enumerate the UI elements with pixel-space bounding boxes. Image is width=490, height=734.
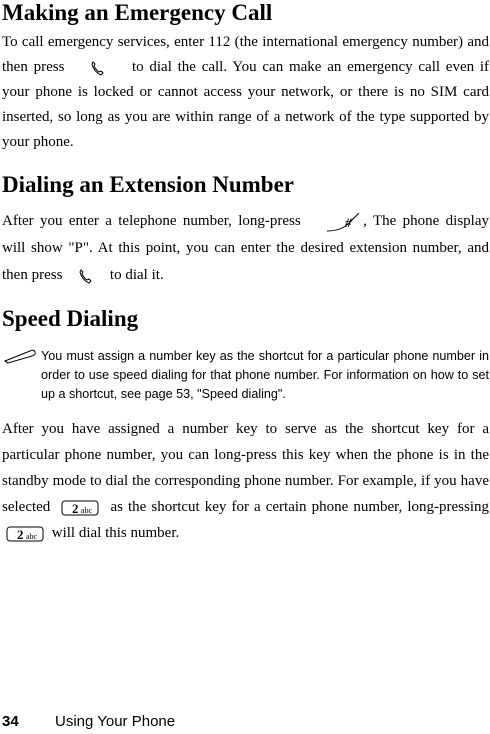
note-block (2, 347, 489, 404)
text-speed-b: as the shortcut key for a certain phone number, long-pressing (110, 499, 490, 515)
note-text: You must assign a number key as the shortcut for a particular phone number in order to use speed dialing for that phone number. For information on how to set up a shortcut, see page 53, "Speed dialing". (41, 349, 489, 401)
hash-key-symbol: # (345, 214, 352, 230)
page-number: 34 (2, 713, 19, 730)
text-emergency-a: To call emergency services, enter 112 (the international emergency number) and then press (2, 34, 489, 75)
note-pencil-icon (2, 347, 38, 371)
heading-speed-dialing: Speed Dialing (2, 306, 139, 331)
two-key-icon (6, 525, 44, 543)
paragraph-extension-number (2, 208, 489, 289)
heading-extension-number: Dialing an Extension Number (2, 172, 295, 197)
two-key-digit: 2 (17, 526, 24, 542)
hash-key-icon (325, 211, 363, 233)
send-key-icon (78, 267, 94, 285)
two-key-digit: 2 (72, 500, 79, 516)
text-emergency-b: to dial the call. You can make an emergency call even if your phone is locked or cannot access your network, or there is no SIM card inserted, so long as you are within range of a network of the type supported by your phone. (2, 59, 490, 150)
text-speed-c: will dial this number. (51, 525, 180, 541)
paragraph-emergency-call (2, 30, 489, 155)
heading-emergency-call: Making an Emergency Call (2, 0, 273, 25)
text-extension-b: , The phone display will show "P". At this point, you can enter the desired extension number, and then press (2, 213, 490, 283)
text-extension-a: After you enter a telephone number, long-press (2, 213, 301, 229)
chapter-title: Using Your Phone (55, 713, 176, 730)
two-key-letters: abc (26, 531, 38, 541)
text-speed-a: After you have assigned a number key to serve as the shortcut key for a particular phone number, you can long-press this key when the phone is in the standby mode to dial the corresponding phone number. For example, if you have selected (2, 421, 489, 515)
send-key-icon (90, 59, 106, 77)
two-key-icon (61, 499, 99, 517)
page-footer (2, 713, 175, 730)
paragraph-speed-dialing (2, 416, 489, 546)
two-key-letters: abc (81, 505, 93, 515)
text-extension-c: to dial it. (109, 267, 164, 283)
